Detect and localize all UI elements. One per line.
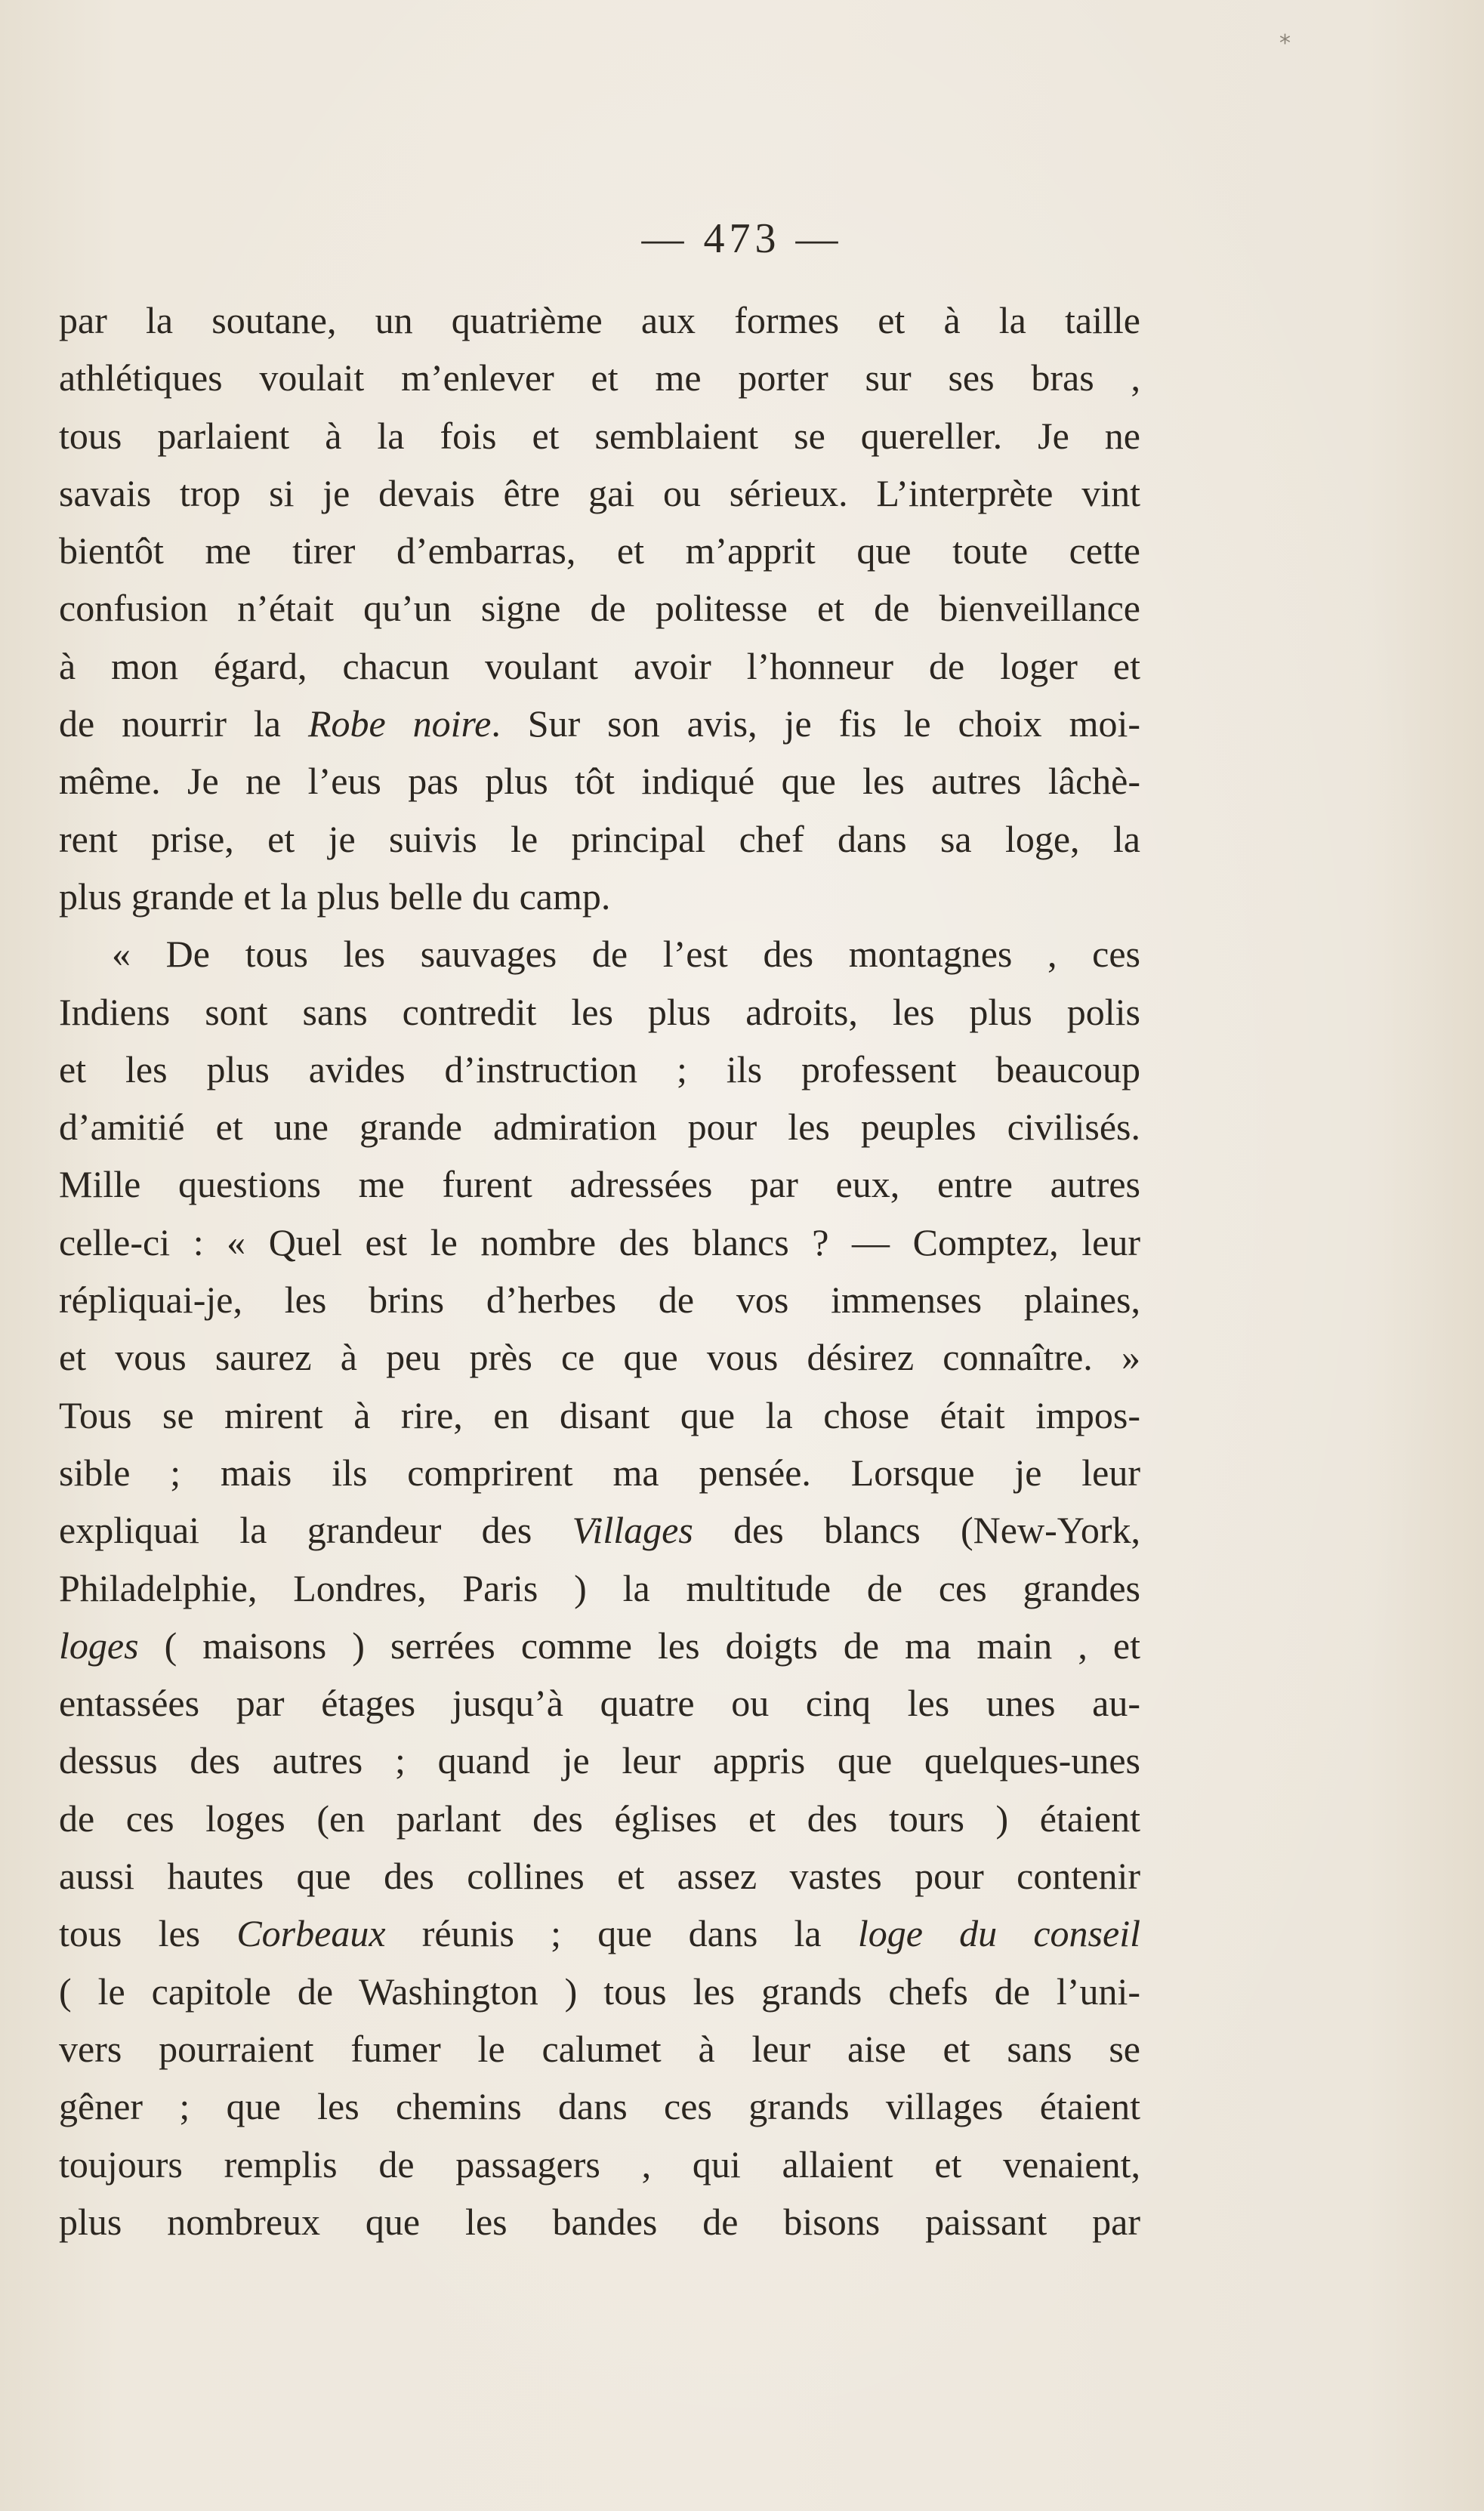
italic-run: Robe noire (307, 702, 492, 745)
text-line: celle-ci : « Quel est le nombre des blancs ? — Comptez, leur (59, 1220, 1140, 1263)
text-run: tous les (59, 1912, 237, 1955)
text-line: Mille questions me furent adressées par eux, entre autres (59, 1163, 1140, 1206)
text-run: . Sur son avis, je fis le choix moi- (491, 702, 1141, 745)
text-line: Tous se mirent à rire, en disant que la chose était impos- (59, 1393, 1140, 1436)
text-line: confusion n’était qu’un signe de politesse et de bienveillance (59, 587, 1140, 630)
text-line: entassées par étages jusqu’à quatre ou cinq les unes au- (59, 1682, 1140, 1725)
text-line: à mon égard, chacun voulant avoir l’honneur de loger et (59, 644, 1140, 687)
text-line: et les plus avides d’instruction ; ils professent beaucoup (59, 1047, 1140, 1090)
text-line (59, 1501, 1140, 1559)
text-run: réunis ; que dans la (385, 1912, 858, 1955)
text-run: de nourrir la (59, 702, 308, 745)
text-line: toujours remplis de passagers , qui allaient et venaient, (59, 2142, 1140, 2186)
text-run: expliquai la grandeur des (59, 1509, 572, 1552)
text-line: Philadelphie, Londres, Paris ) la multitude de ces grandes (59, 1566, 1140, 1609)
text-line: athlétiques voulait m’enlever et me porter sur ses bras , (59, 356, 1140, 399)
text-line: même. Je ne l’eus pas plus tôt indiqué que les autres lâchè- (59, 760, 1140, 803)
page-number: — 473 — (641, 215, 843, 262)
text-line: tous parlaient à la fois et semblaient se quereller. Je ne (59, 414, 1140, 457)
text-line: de ces loges (en parlant des églises et des tours ) étaient (59, 1797, 1140, 1840)
text-line: d’amitié et une grande admiration pour les peuples civilisés. (59, 1106, 1140, 1149)
text-line: Indiens sont sans contredit les plus adroits, les plus polis (59, 990, 1140, 1033)
text-line: dessus des autres ; quand je leur appris que quelques-unes (59, 1739, 1140, 1782)
text-run: ( maisons ) serrées comme les doigts de ma main , et (138, 1624, 1140, 1667)
text-line (59, 1617, 1140, 1674)
italic-run: loges (59, 1624, 139, 1667)
text-line: savais trop si je devais être gai ou sérieux. L’interprète vint (59, 471, 1140, 514)
italic-run: loge du conseil (857, 1912, 1140, 1955)
text-run: des blancs (New-York, (693, 1509, 1140, 1552)
text-line: « De tous les sauvages de l’est des montagnes , ces (112, 933, 1140, 976)
italic-run: Corbeaux (236, 1912, 386, 1955)
italic-run: Villages (572, 1509, 693, 1552)
text-line: répliquai-je, les brins d’herbes de vos immenses plaines, (59, 1279, 1140, 1322)
text-line: gêner ; que les chemins dans ces grands villages étaient (59, 2085, 1140, 2128)
body-text (59, 292, 1140, 2250)
text-line: plus grande et la plus belle du camp. (59, 875, 611, 918)
text-line: ( le capitole de Washington ) tous les grands chefs de l’uni- (59, 1970, 1140, 2013)
text-line: plus nombreux que les bandes de bisons paissant par (59, 2200, 1140, 2243)
text-line: et vous saurez à peu près ce que vous désirez connaître. » (59, 1336, 1140, 1379)
text-line: vers pourraient fumer le calumet à leur aise et sans se (59, 2027, 1140, 2070)
text-line: par la soutane, un quatrième aux formes et à la taille (59, 299, 1140, 341)
text-line: aussi hautes que des collines et assez vastes pour contenir (59, 1855, 1140, 1898)
text-line: sible ; mais ils comprirent ma pensée. Lorsque je leur (59, 1451, 1140, 1494)
text-line (59, 695, 1140, 752)
text-line: bientôt me tirer d’embarras, et m’apprit que toute cette (59, 529, 1140, 572)
text-line: rent prise, et je suivis le principal chef dans sa loge, la (59, 817, 1140, 860)
text-line (59, 1905, 1140, 1962)
corner-mark: * (1279, 30, 1291, 57)
